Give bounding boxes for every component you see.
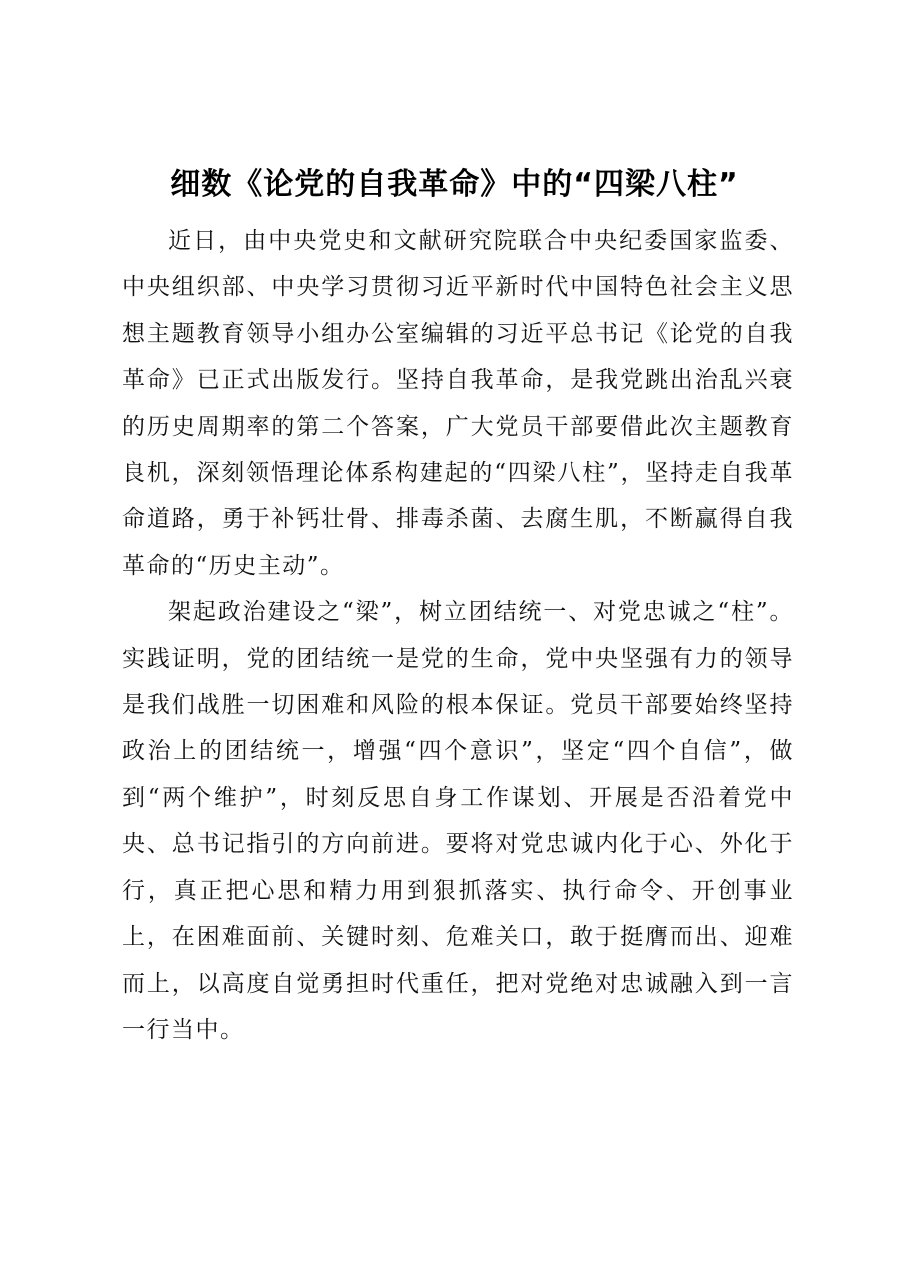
paragraph-intro: 近日，由中央党史和文献研究院联合中央纪委国家监委、中央组织部、中央学习贯彻习近平新时代中国特色社会主义思想主题教育领导小组办公室编辑的习近平总书记《论党的自我革命》已正式出版发行。坚持自我革命，是我党跳出治乱兴衰的历史周期率的第二个答案，广大党员干部要借此次主题教育良机，深刻领悟理论体系构建起的“四梁八柱”，坚持走自我革命道路，勇于补钙壮骨、排毒杀菌、去腐生肌，不断赢得自我革命的“历史主动”。 [122,228,794,579]
document-title: 细数《论党的自我革命》中的“四梁八柱” [170,167,739,202]
paragraph-political-building: 架起政治建设之“梁”，树立团结统一、对党忠诚之“柱”。实践证明，党的团结统一是党的生命，党中央坚强有力的领导是我们战胜一切困难和风险的根本保证。党员干部要始终坚持政治上的团结统一，增强“四个意识”，坚定“四个自信”，做到“两个维护”，时刻反思自身工作谋划、开展是否沿着党中央、总书记指引的方向前进。要将对党忠诚内化于心、外化于行，真正把心思和精力用到狠抓落实、执行命令、开创事业上，在困难面前、关键时刻、危难关口，敢于挺膺而出、迎难而上，以高度自觉勇担时代重任，把对党绝对忠诚融入到一言一行当中。 [122,599,794,1043]
document-body [122,218,794,1053]
